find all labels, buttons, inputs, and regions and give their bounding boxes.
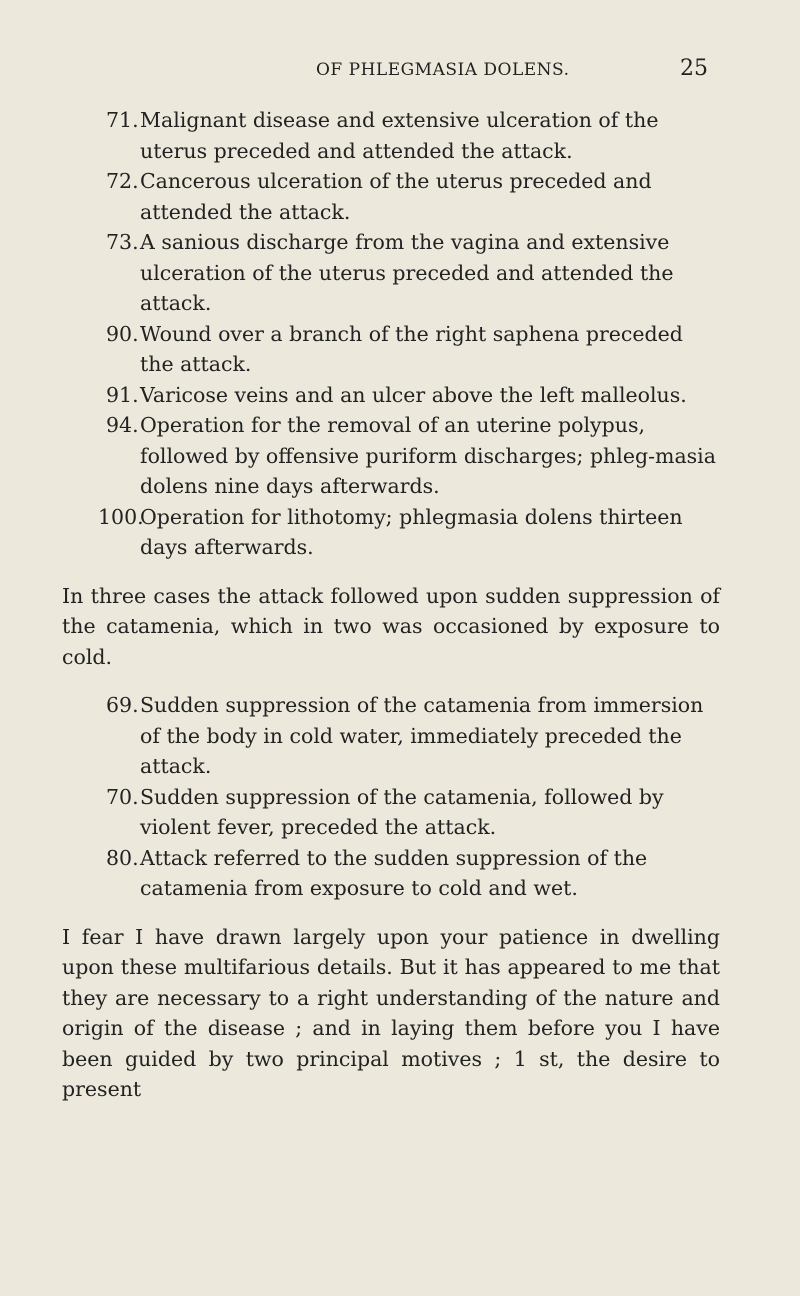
case-number: 72. [106, 169, 139, 193]
case-text: Malignant disease and extensive ulceration of the uterus preceded and attended the attack. [140, 108, 659, 163]
case-entry [46, 380, 720, 411]
case-number: 100. [98, 504, 144, 529]
case-text: Varicose veins and an ulcer above the left malleolus. [140, 382, 687, 407]
paragraph: In three cases the attack followed upon sudden suppression of the catamenia, which in two was occasioned by exposure to cold. [62, 583, 720, 669]
case-list-2 [46, 690, 720, 904]
case-entry [46, 690, 720, 782]
case-text: Operation for the removal of an uterine polypus, followed by offensive puriform discharges; phleg-masia dolens nine days afterwards. [140, 413, 716, 498]
case-number: 73. [106, 230, 139, 254]
case-number: 80. [106, 845, 139, 870]
case-entry [46, 843, 720, 904]
case-entry [46, 227, 720, 319]
running-head: OF PHLEGMASIA DOLENS. [316, 60, 570, 80]
case-entry [46, 410, 720, 502]
case-entry [46, 502, 720, 563]
case-number: 91. [106, 382, 139, 407]
case-entry [46, 166, 720, 227]
case-text: Sudden suppression of the catamenia from immersion of the body in cold water, immediately preceded the attack. [140, 693, 704, 778]
case-entry [46, 782, 720, 843]
case-text: Wound over a branch of the right saphena preceded the attack. [140, 321, 683, 376]
case-text: Cancerous ulceration of the uterus preceded and attended the attack. [140, 169, 652, 224]
page-number: 25 [680, 56, 708, 81]
case-text: Sudden suppression of the catamenia, followed by violent fever, preceded the attack. [140, 784, 664, 839]
case-text: Operation for lithotomy; phlegmasia dolens thirteen days afterwards. [140, 504, 683, 559]
case-number: 69. [106, 693, 139, 717]
case-text: Attack referred to the sudden suppression of the catamenia from exposure to cold and wet. [140, 845, 648, 900]
page-header [0, 56, 800, 90]
paragraph: I fear I have drawn largely upon your patience in dwelling upon these multifarious details. But it has appeared to me that they are necessary to a right understanding of the nature and origin of the disease ; and in laying them before you I have been guided by two principal motives ; 1 st, the desire to present [62, 924, 720, 1101]
case-number: 71. [106, 108, 139, 132]
body-text [46, 105, 720, 1123]
case-list-1 [46, 105, 720, 563]
case-number: 94. [106, 413, 139, 437]
case-number: 70. [106, 784, 139, 809]
case-text: A sanious discharge from the vagina and extensive ulceration of the uterus preceded and attended the attack. [140, 230, 674, 315]
case-entry [46, 105, 720, 166]
case-number: 90. [106, 321, 139, 346]
case-entry [46, 319, 720, 380]
